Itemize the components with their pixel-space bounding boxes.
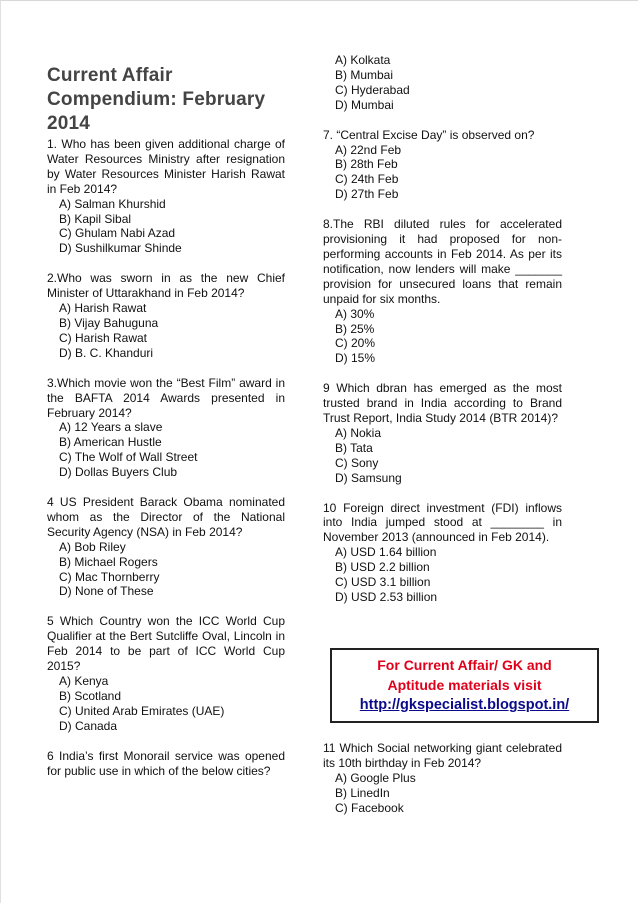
option-a: A) Kenya bbox=[59, 674, 109, 688]
title-line-2: Compendium: February bbox=[47, 89, 266, 110]
option-c: C) The Wolf of Wall Street bbox=[59, 450, 198, 465]
option-a: A) Salman Khurshid bbox=[59, 196, 166, 211]
page-title bbox=[47, 64, 285, 136]
option-a: A) Google Plus bbox=[335, 770, 416, 785]
option-b: B) Scotland bbox=[59, 688, 122, 703]
option-d: D) Samsung bbox=[335, 470, 402, 485]
option-a: A) Bob Riley bbox=[59, 539, 126, 554]
option-d: D) 15% bbox=[335, 351, 376, 366]
question-4 bbox=[47, 495, 285, 599]
option-b: B) USD 2.2 billion bbox=[335, 560, 430, 575]
option-b: B) Kapil Sibal bbox=[59, 211, 132, 226]
option-c: C) USD 3.1 billion bbox=[335, 575, 431, 590]
option-d: D) Canada bbox=[59, 718, 118, 733]
question-2 bbox=[47, 271, 285, 360]
option-d: D) Mumbai bbox=[335, 97, 394, 112]
promo-link[interactable]: http://gkspecialist.blogspot.in/ bbox=[359, 697, 570, 713]
option-b: B) Michael Rogers bbox=[59, 554, 158, 569]
question-text: 3.Which movie won the “Best Film” award in the BAFTA 2014 Awards presented in February 2014? bbox=[47, 375, 285, 420]
option-b: B) Mumbai bbox=[335, 67, 394, 82]
option-a: A) Kolkata bbox=[335, 53, 391, 67]
question-text: 10 Foreign direct investment (FDI) inflows into India jumped stood at ________ in November 2013 (announced in Feb 2014). bbox=[323, 500, 562, 545]
question-text: 5 Which Country won the ICC World Cup Qualifier at the Bert Sutcliffe Oval, Lincoln in Feb 2014 to be part of ICC World Cup 2015? bbox=[47, 614, 285, 674]
promo-line-2: Aptitude materials visit bbox=[387, 677, 542, 693]
option-c: C) 24th Feb bbox=[335, 172, 399, 187]
question-9 bbox=[323, 381, 562, 485]
option-c: C) 20% bbox=[335, 336, 376, 351]
option-c: C) Hyderabad bbox=[335, 82, 410, 97]
question-6 bbox=[47, 749, 285, 779]
promo-box bbox=[330, 648, 599, 723]
option-b: B) American Hustle bbox=[59, 435, 162, 450]
option-c: C) Harish Rawat bbox=[59, 330, 148, 345]
option-a: A) 30% bbox=[335, 306, 375, 321]
question-1 bbox=[47, 137, 285, 256]
option-c: C) United Arab Emirates (UAE) bbox=[59, 703, 225, 718]
option-d: D) B. C. Khanduri bbox=[59, 345, 154, 360]
option-b: B) LinedIn bbox=[335, 785, 390, 800]
option-d: D) USD 2.53 billion bbox=[335, 590, 438, 604]
promo-line-1: For Current Affair/ GK and bbox=[377, 657, 552, 673]
title-line-3: 2014 bbox=[47, 113, 91, 134]
option-c: C) Facebook bbox=[335, 800, 404, 815]
question-3 bbox=[47, 376, 285, 480]
question-7 bbox=[323, 128, 562, 203]
option-d: D) 27th Feb bbox=[335, 187, 399, 202]
question-text: 4 US President Barack Obama nominated whom as the Director of the National Security Agency (NSA) in Feb 2014? bbox=[47, 495, 285, 539]
question-11 bbox=[323, 741, 562, 816]
option-d: D) Dollas Buyers Club bbox=[59, 465, 178, 480]
option-a: A) Nokia bbox=[335, 425, 382, 440]
option-b: B) Vijay Bahuguna bbox=[59, 315, 159, 330]
option-a: A) USD 1.64 billion bbox=[335, 545, 437, 560]
question-6-options bbox=[323, 53, 562, 113]
option-a: A) 12 Years a slave bbox=[59, 420, 163, 435]
left-column bbox=[47, 64, 285, 793]
option-a: A) Harish Rawat bbox=[59, 301, 147, 316]
option-b: B) 28th Feb bbox=[335, 157, 398, 172]
question-10 bbox=[323, 501, 562, 605]
question-text: 6 India’s first Monorail service was opened for public use in which of the below cities? bbox=[47, 748, 285, 778]
option-b: B) Tata bbox=[335, 440, 373, 455]
question-text: 2.Who was sworn in as the new Chief Minister of Uttarakhand in Feb 2014? bbox=[47, 271, 285, 301]
option-d: D) None of These bbox=[59, 584, 154, 599]
question-text: 1. Who has been given additional charge of Water Resources Ministry after resignation by Water Resources Minister Harish Rawat in Feb 2014? bbox=[47, 137, 285, 196]
option-c: C) Mac Thornberry bbox=[59, 569, 160, 584]
option-c: C) Sony bbox=[335, 455, 379, 470]
question-text: 7. “Central Excise Day” is observed on? bbox=[323, 127, 535, 142]
option-a: A) 22nd Feb bbox=[335, 142, 402, 157]
question-text: 11 Which Social networking giant celebrated its 10th birthday in Feb 2014? bbox=[323, 741, 562, 770]
question-text: 9 Which dbran has emerged as the most trusted brand in India according to Brand Trust Report, India Study 2014 (BTR 2014)? bbox=[323, 381, 562, 426]
right-column bbox=[323, 53, 562, 620]
question-8 bbox=[323, 217, 562, 366]
question-text: 8.The RBI diluted rules for accelerated provisioning it had proposed for non-performing accounts in Feb 2014. As per its notification, now lenders will make _______ provision for unsecured loans that remain unpaid for six months. bbox=[323, 217, 562, 306]
option-b: B) 25% bbox=[335, 321, 375, 336]
question-5 bbox=[47, 614, 285, 733]
option-d: D) Sushilkumar Shinde bbox=[59, 241, 182, 256]
option-c: C) Ghulam Nabi Azad bbox=[59, 226, 176, 241]
title-line-1: Current Affair bbox=[47, 65, 173, 86]
